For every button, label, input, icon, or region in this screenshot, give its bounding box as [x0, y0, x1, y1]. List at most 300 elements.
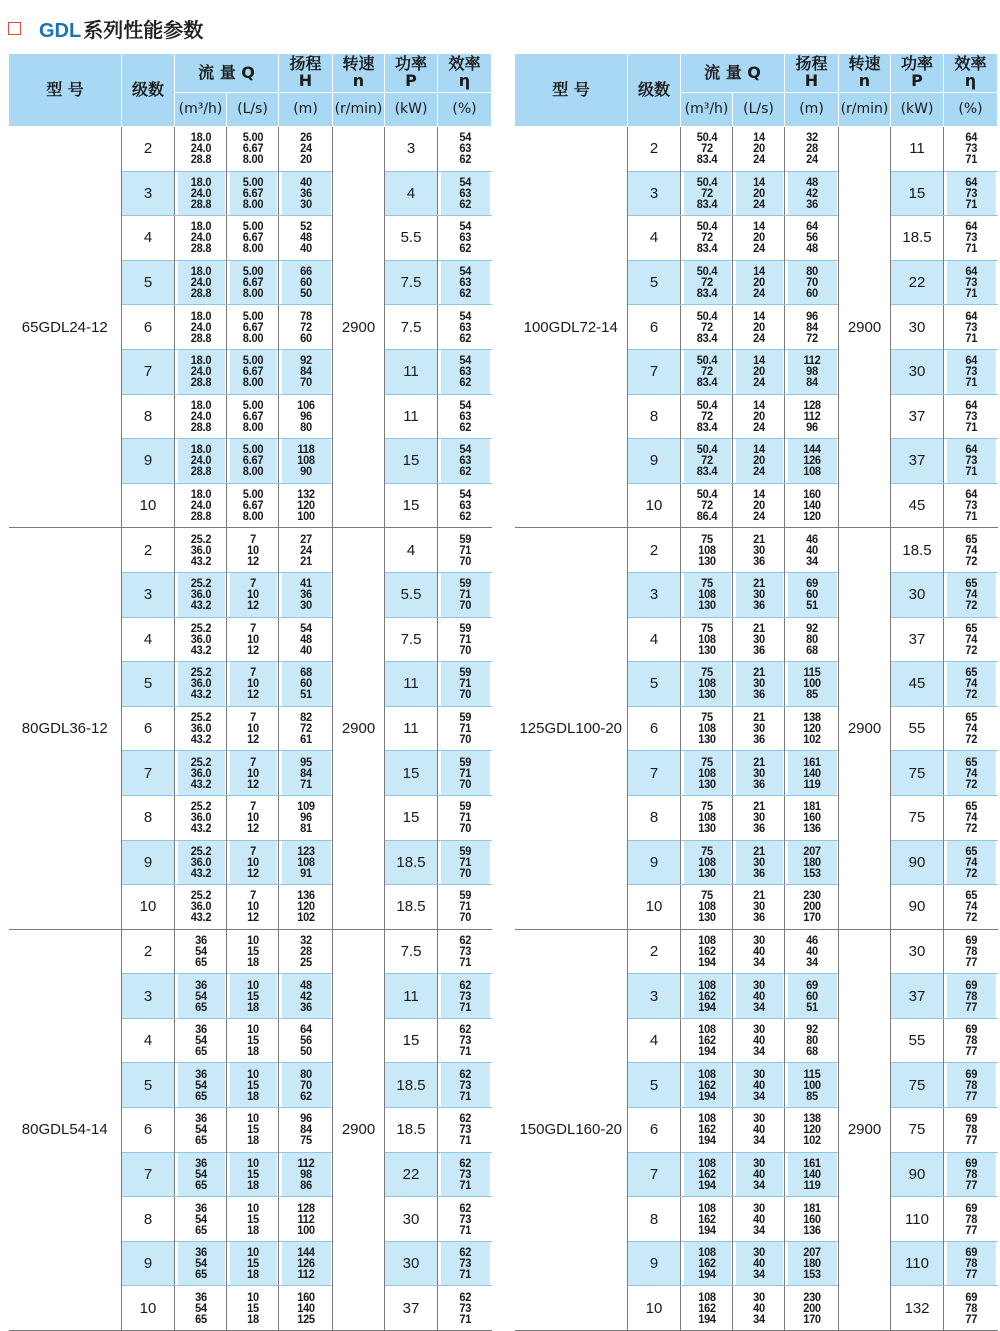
power-cell: 132 — [891, 1286, 944, 1331]
head-cell-value: 68 — [805, 1044, 818, 1059]
flow-m3h-cell-value: 43.2 — [190, 910, 211, 925]
flow-ls-cell — [735, 528, 783, 573]
efficiency-cell-value: 54 — [458, 487, 471, 502]
flow-m3h-cell-value: 25.2 — [190, 799, 211, 814]
head-cell-value: 64 — [299, 1022, 312, 1037]
flow-m3h-cell — [683, 260, 731, 305]
stage-cell: 6 — [628, 1108, 681, 1153]
power-cell: 11 — [891, 127, 944, 172]
flow-m3h-cell — [177, 528, 225, 573]
head-cell-value: 120 — [802, 1122, 821, 1137]
flow-m3h-cell-value: 108 — [697, 1022, 716, 1037]
flow-m3h-cell-value: 54 — [194, 1033, 207, 1048]
stage-cell: 6 — [122, 1108, 175, 1153]
header-stages: 级数 — [122, 54, 175, 127]
efficiency-cell-value: 54 — [458, 397, 471, 412]
flow-m3h-cell — [683, 974, 731, 1019]
flow-m3h-cell-value: 72 — [700, 141, 713, 156]
head-cell — [281, 974, 331, 1019]
flow-ls-cell — [229, 1286, 277, 1331]
efficiency-cell-value: 54 — [458, 264, 471, 279]
flow-m3h-cell — [177, 572, 225, 617]
flow-ls-cell-value: 14 — [752, 264, 765, 279]
flow-ls-cell-value: 10 — [246, 1155, 259, 1170]
flow-ls-cell-value: 30 — [752, 631, 765, 646]
flow-m3h-cell-value: 43.2 — [190, 642, 211, 657]
efficiency-cell-value: 54 — [458, 308, 471, 323]
flow-m3h-cell — [177, 483, 225, 528]
flow-m3h-cell — [683, 617, 731, 662]
efficiency-cell-value: 63 — [458, 275, 471, 290]
flow-ls-cell-value: 18 — [246, 1088, 259, 1103]
model-cell: 65GDL24-12 — [9, 127, 122, 528]
flow-ls-cell-value: 34 — [752, 1133, 765, 1148]
head-cell-value: 100 — [802, 1077, 821, 1092]
flow-m3h-cell-value: 25.2 — [190, 576, 211, 591]
head-cell-value: 90 — [299, 464, 312, 479]
flow-m3h-cell-value: 65 — [194, 999, 207, 1014]
flow-ls-cell — [735, 439, 783, 484]
efficiency-cell-value: 65 — [964, 754, 977, 769]
head-cell-value: 56 — [299, 1033, 312, 1048]
flow-ls-cell-value: 15 — [246, 1300, 259, 1315]
head-cell-value: 60 — [805, 286, 818, 301]
flow-ls-cell-value: 10 — [246, 1066, 259, 1081]
header-power-line2: P — [911, 71, 923, 90]
efficiency-cell — [440, 127, 490, 172]
power-cell: 11 — [385, 974, 438, 1019]
head-cell-value: 108 — [296, 854, 315, 869]
flow-m3h-cell-value: 83.4 — [696, 152, 717, 167]
flow-m3h-cell — [683, 127, 731, 172]
head-cell-value: 81 — [299, 821, 312, 836]
flow-m3h-cell — [177, 751, 225, 796]
head-cell — [787, 127, 837, 172]
efficiency-cell — [440, 1286, 490, 1331]
flow-ls-cell-value: 40 — [752, 943, 765, 958]
flow-ls-cell-value: 10 — [246, 1245, 259, 1260]
header-head-line2: H — [298, 71, 313, 90]
flow-m3h-cell — [177, 394, 225, 439]
head-cell-value: 25 — [299, 954, 312, 969]
head-cell-value: 91 — [299, 865, 312, 880]
head-cell-value: 96 — [805, 308, 818, 323]
power-cell: 90 — [891, 885, 944, 930]
flow-ls-cell-value: 36 — [752, 910, 765, 925]
head-cell-value: 28 — [299, 943, 312, 958]
efficiency-cell-value: 62 — [458, 1289, 471, 1304]
head-cell — [281, 1152, 331, 1197]
efficiency-cell-value: 72 — [964, 732, 977, 747]
efficiency-cell — [946, 127, 996, 172]
stage-cell: 2 — [628, 929, 681, 974]
efficiency-cell-value: 78 — [964, 988, 977, 1003]
flow-m3h-cell-value: 43.2 — [190, 865, 211, 880]
flow-m3h-cell-value: 162 — [697, 1211, 716, 1226]
flow-m3h-cell-value: 36 — [194, 1022, 207, 1037]
efficiency-cell — [440, 260, 490, 305]
power-cell: 4 — [385, 528, 438, 573]
model-cell: 125GDL100-20 — [515, 528, 628, 929]
efficiency-cell-value: 65 — [964, 576, 977, 591]
flow-m3h-cell-value: 108 — [697, 854, 716, 869]
flow-ls-cell-value: 24 — [752, 464, 765, 479]
flow-m3h-cell-value: 36 — [194, 932, 207, 947]
header-model: 型 号 — [9, 54, 122, 127]
efficiency-cell — [946, 751, 996, 796]
head-cell-value: 96 — [299, 408, 312, 423]
flow-ls-cell-value: 6.67 — [242, 364, 263, 379]
efficiency-cell — [440, 751, 490, 796]
flow-m3h-cell — [177, 171, 225, 216]
efficiency-cell-value: 62 — [458, 1200, 471, 1215]
head-cell-value: 24 — [805, 152, 818, 167]
head-cell-value: 51 — [299, 687, 312, 702]
flow-ls-cell-value: 18 — [246, 999, 259, 1014]
head-cell-value: 85 — [805, 687, 818, 702]
flow-m3h-cell-value: 130 — [697, 553, 716, 568]
efficiency-cell-value: 59 — [458, 843, 471, 858]
flow-m3h-cell-value: 28.8 — [190, 375, 211, 390]
head-cell-value: 48 — [805, 241, 818, 256]
flow-ls-cell — [229, 840, 277, 885]
flow-ls-cell-value: 36 — [752, 687, 765, 702]
efficiency-cell — [440, 305, 490, 350]
speed-cell: 2900 — [839, 127, 891, 528]
efficiency-cell-value: 65 — [964, 888, 977, 903]
flow-m3h-cell-value: 28.8 — [190, 152, 211, 167]
flow-m3h-cell-value: 36.0 — [190, 810, 211, 825]
head-cell-value: 138 — [802, 1111, 821, 1126]
head-cell-value: 50 — [299, 286, 312, 301]
flow-m3h-cell-value: 36.0 — [190, 676, 211, 691]
flow-ls-cell-value: 7 — [249, 620, 256, 635]
flow-ls-cell-value: 21 — [752, 799, 765, 814]
flow-ls-cell-value: 21 — [752, 888, 765, 903]
flow-m3h-cell-value: 130 — [697, 910, 716, 925]
head-cell-value: 75 — [299, 1133, 312, 1148]
stage-cell: 5 — [122, 1063, 175, 1108]
efficiency-cell-value: 73 — [458, 1211, 471, 1226]
header-flow: 流 量 Q — [681, 54, 785, 93]
head-cell-value: 140 — [296, 1300, 315, 1315]
power-cell: 18.5 — [385, 1063, 438, 1108]
efficiency-cell-value: 73 — [458, 1033, 471, 1048]
flow-m3h-cell-value: 24.0 — [190, 319, 211, 334]
efficiency-cell-value: 77 — [964, 954, 977, 969]
header-unit-ls: (L/s) — [733, 93, 785, 127]
flow-m3h-cell — [683, 1063, 731, 1108]
power-cell: 11 — [385, 706, 438, 751]
head-cell — [281, 840, 331, 885]
stage-cell: 7 — [628, 751, 681, 796]
efficiency-cell-value: 63 — [458, 453, 471, 468]
header-unit-ls: (L/s) — [227, 93, 279, 127]
flow-ls-cell-value: 14 — [752, 174, 765, 189]
stage-cell: 9 — [628, 840, 681, 885]
stage-cell: 2 — [628, 528, 681, 573]
flow-m3h-cell-value: 43.2 — [190, 553, 211, 568]
head-cell-value: 50 — [299, 1044, 312, 1059]
head-cell-value: 118 — [297, 442, 314, 457]
efficiency-cell — [440, 572, 490, 617]
efficiency-cell — [440, 349, 490, 394]
head-cell-value: 21 — [299, 553, 312, 568]
flow-ls-cell-value: 5.00 — [242, 487, 263, 502]
stage-cell: 7 — [628, 349, 681, 394]
header-unit-pct: (%) — [944, 93, 998, 127]
head-cell-value: 84 — [805, 319, 818, 334]
flow-ls-cell-value: 5.00 — [242, 353, 263, 368]
stage-cell: 5 — [628, 260, 681, 305]
efficiency-cell-value: 74 — [964, 899, 977, 914]
efficiency-cell-value: 71 — [458, 587, 471, 602]
efficiency-cell-value: 71 — [964, 241, 977, 256]
flow-ls-cell-value: 15 — [246, 1211, 259, 1226]
head-cell — [281, 394, 331, 439]
power-cell: 30 — [891, 305, 944, 350]
head-cell — [281, 1197, 331, 1242]
flow-m3h-cell — [683, 305, 731, 350]
flow-m3h-cell-value: 24.0 — [190, 185, 211, 200]
efficiency-cell-value: 69 — [964, 1289, 977, 1304]
efficiency-cell-value: 63 — [458, 319, 471, 334]
flow-ls-cell-value: 5.00 — [242, 130, 263, 145]
efficiency-cell-value: 63 — [458, 185, 471, 200]
head-cell-value: 180 — [802, 1256, 821, 1271]
efficiency-cell-value: 65 — [964, 665, 977, 680]
flow-ls-cell — [229, 929, 277, 974]
head-cell-value: 98 — [805, 364, 818, 379]
head-cell-value: 126 — [802, 453, 821, 468]
header-head-line1: 扬程 — [795, 54, 828, 74]
head-cell-value: 84 — [299, 1122, 312, 1137]
flow-ls-cell-value: 10 — [246, 854, 259, 869]
flow-ls-cell-value: 20 — [752, 275, 765, 290]
head-cell — [281, 1286, 331, 1331]
flow-ls-cell-value: 24 — [752, 196, 765, 211]
stage-cell: 2 — [122, 528, 175, 573]
head-cell-value: 34 — [805, 553, 818, 568]
flow-ls-cell-value: 6.67 — [242, 185, 263, 200]
efficiency-cell-value: 77 — [964, 1177, 977, 1192]
efficiency-cell-value: 71 — [964, 196, 977, 211]
efficiency-cell-value: 54 — [458, 130, 471, 145]
flow-ls-cell-value: 20 — [752, 185, 765, 200]
flow-ls-cell — [735, 1241, 783, 1286]
efficiency-cell-value: 73 — [964, 364, 977, 379]
head-cell-value: 115 — [803, 665, 820, 680]
efficiency-cell-value: 63 — [458, 364, 471, 379]
flow-m3h-cell — [177, 1197, 225, 1242]
header-speed — [333, 54, 385, 93]
efficiency-cell — [946, 349, 996, 394]
efficiency-cell-value: 77 — [964, 1044, 977, 1059]
flow-ls-cell-value: 10 — [246, 810, 259, 825]
flow-m3h-cell-value: 50.4 — [696, 219, 717, 234]
power-cell: 15 — [385, 795, 438, 840]
flow-m3h-cell-value: 54 — [194, 1256, 207, 1271]
stage-cell: 7 — [122, 1152, 175, 1197]
flow-m3h-cell-value: 108 — [697, 1245, 716, 1260]
flow-ls-cell-value: 10 — [246, 977, 259, 992]
flow-m3h-cell — [177, 617, 225, 662]
head-cell — [787, 305, 837, 350]
efficiency-cell-value: 72 — [964, 776, 977, 791]
efficiency-cell-value: 74 — [964, 854, 977, 869]
flow-m3h-cell-value: 75 — [700, 888, 713, 903]
stage-cell: 10 — [122, 885, 175, 930]
head-cell — [787, 1241, 837, 1286]
efficiency-cell-value: 78 — [964, 1300, 977, 1315]
efficiency-cell-value: 78 — [964, 1077, 977, 1092]
power-cell: 5.5 — [385, 216, 438, 261]
flow-m3h-cell-value: 28.8 — [190, 330, 211, 345]
efficiency-cell — [440, 216, 490, 261]
flow-m3h-cell — [683, 662, 731, 707]
efficiency-cell-value: 54 — [458, 219, 471, 234]
efficiency-cell-value: 77 — [964, 1222, 977, 1237]
stage-cell: 3 — [122, 974, 175, 1019]
efficiency-cell-value: 59 — [458, 531, 471, 546]
efficiency-cell-value: 64 — [964, 130, 977, 145]
flow-ls-cell-value: 30 — [752, 1289, 765, 1304]
efficiency-cell-value: 70 — [458, 598, 471, 613]
flow-ls-cell-value: 8.00 — [242, 375, 263, 390]
flow-m3h-cell-value: 18.0 — [190, 174, 211, 189]
flow-ls-cell — [735, 349, 783, 394]
flow-ls-cell-value: 5.00 — [242, 264, 263, 279]
flow-ls-cell-value: 6.67 — [242, 230, 263, 245]
power-cell: 75 — [891, 1108, 944, 1153]
efficiency-cell-value: 70 — [458, 642, 471, 657]
flow-m3h-cell-value: 108 — [697, 1289, 716, 1304]
stage-cell: 9 — [628, 1241, 681, 1286]
flow-ls-cell-value: 8.00 — [242, 464, 263, 479]
power-cell: 11 — [385, 349, 438, 394]
flow-m3h-cell-value: 36.0 — [190, 854, 211, 869]
flow-ls-cell-value: 10 — [246, 542, 259, 557]
flow-m3h-cell-value: 130 — [697, 732, 716, 747]
flow-m3h-cell — [683, 751, 731, 796]
efficiency-cell-value: 62 — [458, 375, 471, 390]
flow-ls-cell-value: 7 — [249, 576, 256, 591]
flow-ls-cell — [229, 662, 277, 707]
performance-table-right — [514, 53, 998, 1331]
efficiency-cell-value: 78 — [964, 1166, 977, 1181]
efficiency-cell-value: 71 — [458, 676, 471, 691]
head-cell — [787, 795, 837, 840]
flow-m3h-cell-value: 130 — [697, 776, 716, 791]
efficiency-cell — [946, 439, 996, 484]
head-cell — [787, 885, 837, 930]
flow-ls-cell-value: 12 — [246, 865, 259, 880]
flow-ls-cell-value: 24 — [752, 152, 765, 167]
flow-m3h-cell — [177, 929, 225, 974]
flow-ls-cell-value: 20 — [752, 408, 765, 423]
power-cell: 18.5 — [891, 216, 944, 261]
power-cell: 22 — [385, 1152, 438, 1197]
flow-m3h-cell-value: 108 — [697, 1111, 716, 1126]
efficiency-cell — [440, 795, 490, 840]
flow-m3h-cell-value: 83.4 — [696, 375, 717, 390]
flow-m3h-cell-value: 28.8 — [190, 419, 211, 434]
flow-ls-cell-value: 14 — [752, 397, 765, 412]
flow-m3h-cell — [683, 929, 731, 974]
flow-ls-cell-value: 10 — [246, 932, 259, 947]
flow-m3h-cell — [683, 885, 731, 930]
head-cell-value: 128 — [802, 397, 821, 412]
power-cell: 22 — [891, 260, 944, 305]
head-cell-value: 36 — [299, 999, 312, 1014]
table-row — [9, 127, 492, 172]
header-speed-line2: n — [352, 71, 365, 90]
head-cell-value: 160 — [802, 810, 821, 825]
flow-ls-cell — [735, 974, 783, 1019]
head-cell — [281, 572, 331, 617]
efficiency-cell — [440, 1197, 490, 1242]
efficiency-cell-value: 59 — [458, 754, 471, 769]
stage-cell: 6 — [628, 706, 681, 751]
flow-m3h-cell-value: 130 — [697, 598, 716, 613]
flow-ls-cell-value: 30 — [752, 1155, 765, 1170]
efficiency-cell-value: 71 — [458, 899, 471, 914]
model-cell: 100GDL72-14 — [515, 127, 628, 528]
efficiency-cell-value: 73 — [458, 1122, 471, 1137]
header-power-line1: 功率 — [394, 54, 427, 74]
flow-m3h-cell-value: 18.0 — [190, 264, 211, 279]
efficiency-cell-value: 71 — [458, 1088, 471, 1103]
head-cell-value: 86 — [299, 1177, 312, 1192]
flow-ls-cell-value: 21 — [752, 531, 765, 546]
efficiency-cell — [946, 885, 996, 930]
efficiency-cell — [440, 1152, 490, 1197]
efficiency-cell-value: 78 — [964, 1122, 977, 1137]
head-cell-value: 102 — [802, 1133, 821, 1148]
efficiency-cell-value: 62 — [458, 932, 471, 947]
flow-ls-cell-value: 40 — [752, 1122, 765, 1137]
head-cell-value: 161 — [802, 1155, 821, 1170]
flow-m3h-cell-value: 108 — [697, 676, 716, 691]
flow-m3h-cell-value: 108 — [697, 721, 716, 736]
flow-ls-cell — [229, 1241, 277, 1286]
flow-ls-cell — [735, 394, 783, 439]
head-cell-value: 69 — [805, 977, 818, 992]
flow-ls-cell-value: 34 — [752, 999, 765, 1014]
flow-ls-cell-value: 20 — [752, 364, 765, 379]
flow-m3h-cell — [683, 349, 731, 394]
efficiency-cell — [440, 617, 490, 662]
efficiency-cell-value: 78 — [964, 1033, 977, 1048]
efficiency-cell — [440, 885, 490, 930]
head-cell — [787, 840, 837, 885]
head-cell — [787, 260, 837, 305]
efficiency-cell — [440, 929, 490, 974]
header-head — [785, 54, 839, 93]
flow-m3h-cell-value: 36 — [194, 1155, 207, 1170]
head-cell — [787, 1063, 837, 1108]
efficiency-cell — [946, 1286, 996, 1331]
head-cell-value: 40 — [805, 542, 818, 557]
flow-ls-cell-value: 21 — [752, 620, 765, 635]
flow-m3h-cell — [683, 483, 731, 528]
head-cell — [787, 349, 837, 394]
head-cell-value: 136 — [296, 888, 315, 903]
header-head — [279, 54, 333, 93]
flow-ls-cell — [735, 617, 783, 662]
head-cell-value: 72 — [805, 330, 818, 345]
head-cell-value: 70 — [805, 275, 818, 290]
